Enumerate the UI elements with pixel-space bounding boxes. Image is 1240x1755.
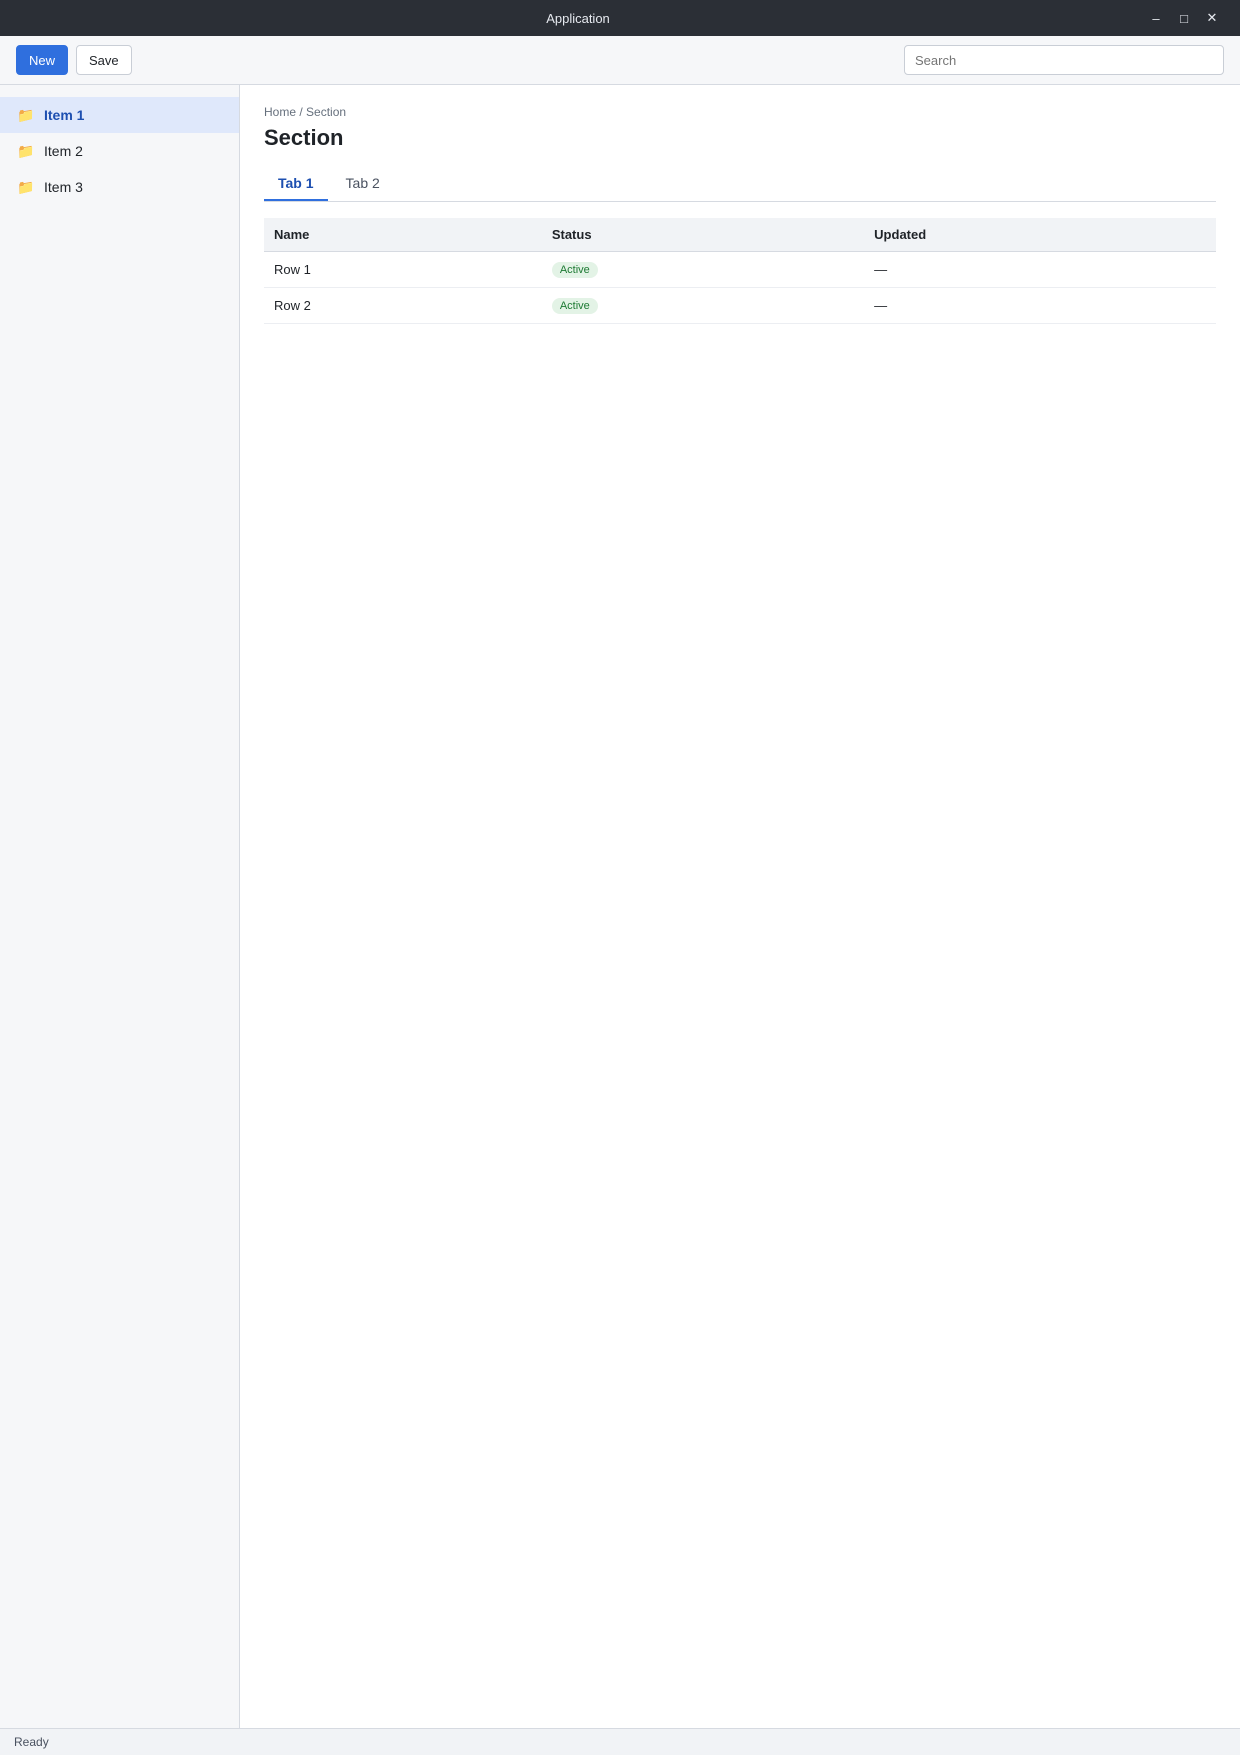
tab-bar bbox=[264, 167, 1216, 202]
main-panel bbox=[240, 85, 1240, 1728]
status-badge: Active bbox=[552, 262, 598, 278]
folder-icon: 📁 bbox=[17, 106, 35, 123]
data-table bbox=[264, 218, 1216, 324]
save-button[interactable]: Save bbox=[76, 45, 132, 75]
sidebar-item-label: Item 2 bbox=[44, 143, 83, 159]
content-area bbox=[0, 85, 1240, 1728]
table-cell: — bbox=[864, 252, 1216, 288]
sidebar-item-3[interactable] bbox=[0, 169, 239, 205]
folder-icon: 📁 bbox=[17, 142, 35, 159]
column-header[interactable]: Updated bbox=[864, 218, 1216, 252]
tab-2[interactable]: Tab 2 bbox=[345, 175, 380, 191]
status-badge: Active bbox=[552, 298, 598, 314]
title-bar bbox=[0, 0, 1240, 36]
table-cell bbox=[542, 252, 864, 288]
sidebar-item-1[interactable] bbox=[0, 97, 239, 133]
search-input[interactable] bbox=[904, 45, 1224, 75]
table-row[interactable] bbox=[264, 288, 1216, 324]
page-title: Section bbox=[264, 125, 344, 150]
sidebar-item-label: Item 1 bbox=[44, 107, 85, 123]
table-cell: Row 1 bbox=[264, 252, 542, 288]
column-header[interactable]: Status bbox=[542, 218, 864, 252]
table-row[interactable] bbox=[264, 252, 1216, 288]
window-title: Application bbox=[546, 10, 610, 26]
sidebar bbox=[0, 85, 240, 1728]
new-button[interactable]: New bbox=[16, 45, 68, 75]
minimize-icon[interactable]: – bbox=[1152, 10, 1160, 26]
status-bar bbox=[0, 1728, 1240, 1755]
table-cell bbox=[542, 288, 864, 324]
maximize-icon[interactable]: □ bbox=[1180, 10, 1188, 26]
breadcrumb[interactable]: Home / Section bbox=[264, 105, 347, 119]
sidebar-item-label: Item 3 bbox=[44, 179, 83, 195]
table-header-row bbox=[264, 218, 1216, 252]
sidebar-item-2[interactable] bbox=[0, 133, 239, 169]
folder-icon: 📁 bbox=[17, 178, 35, 195]
table-cell: Row 2 bbox=[264, 288, 542, 324]
tab-1[interactable]: Tab 1 bbox=[264, 167, 328, 201]
close-icon[interactable]: ✕ bbox=[1206, 10, 1218, 25]
column-header[interactable]: Name bbox=[264, 218, 542, 252]
toolbar bbox=[0, 36, 1240, 85]
status-text: Ready bbox=[14, 1735, 49, 1749]
table-cell: — bbox=[864, 288, 1216, 324]
